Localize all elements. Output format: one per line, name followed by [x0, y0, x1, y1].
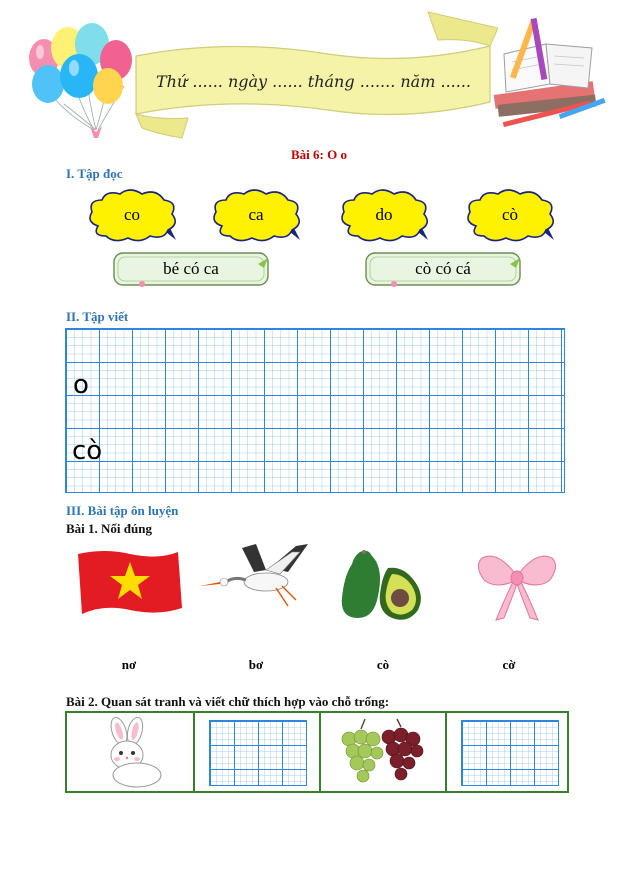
cloud-card	[84, 186, 180, 244]
phrase-card	[364, 250, 522, 288]
exercise2-frame	[65, 711, 569, 793]
books-icon	[484, 14, 614, 129]
answer-grid[interactable]	[209, 720, 307, 786]
flag-icon[interactable]	[74, 548, 186, 618]
balloons-icon	[24, 18, 144, 143]
avocado-icon[interactable]	[338, 546, 428, 624]
grapes-icon	[335, 715, 429, 791]
match-word[interactable]: nơ	[121, 657, 137, 672]
cloud-word: do	[375, 205, 393, 224]
writing-heading: II. Tập viết	[66, 309, 129, 324]
phrase-card	[112, 250, 270, 288]
lesson-title: Bài 6: O o	[291, 147, 347, 162]
exercise2-title: Bài 2. Quan sát tranh và viết chữ thích hợp vào chỗ trống:	[66, 694, 390, 709]
cloud-word: cò	[501, 205, 519, 224]
writing-sample-letter: o	[73, 370, 89, 400]
practice-heading: III. Bài tập ôn luyện	[66, 503, 179, 518]
header-decoration	[0, 0, 638, 140]
rabbit-icon	[91, 717, 171, 789]
cloud-card	[462, 186, 558, 244]
phrase-text: bé có ca	[163, 259, 219, 278]
cloud-word: co	[123, 205, 141, 224]
stork-icon[interactable]	[196, 540, 316, 618]
writing-sample-word: cò	[72, 436, 103, 466]
bow-icon[interactable]	[474, 546, 560, 624]
answer-grid[interactable]	[461, 720, 559, 786]
cloud-card	[208, 186, 304, 244]
date-line: Thứ ...... ngày ...... tháng ....... năm ......	[156, 72, 471, 91]
writing-grid[interactable]	[65, 328, 565, 493]
phrase-text: cò có cá	[415, 259, 471, 278]
match-word[interactable]: cờ	[502, 657, 516, 672]
match-word[interactable]: cò	[376, 657, 390, 672]
exercise1-title: Bài 1. Nối đúng	[66, 521, 152, 536]
cloud-card	[336, 186, 432, 244]
match-word[interactable]: bơ	[248, 657, 264, 672]
reading-heading: I. Tập đọc	[66, 166, 123, 181]
cloud-word: ca	[248, 205, 264, 224]
